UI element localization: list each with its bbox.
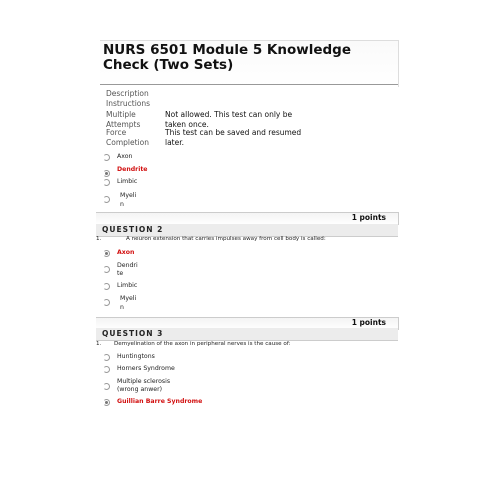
description-label: Description — [106, 89, 149, 98]
radio-icon[interactable] — [103, 366, 110, 373]
question-number: 1. — [96, 341, 102, 347]
points-label: 1 points — [351, 318, 386, 327]
question-text: Demyelination of the axon in peripheral nerves is the cause of: — [114, 341, 291, 347]
radio-icon[interactable] — [103, 179, 110, 186]
radio-icon[interactable] — [103, 266, 110, 273]
option-label: Limbic — [117, 178, 138, 185]
option-label: Huntingtons — [117, 353, 155, 360]
question-number: 1. — [96, 236, 102, 242]
question-header — [96, 328, 398, 341]
multiple-attempts-value: Not allowed. This test can only be taken once. — [165, 110, 293, 129]
option-label: Guillian Barre Syndrome — [117, 398, 203, 405]
option-label: Limbic — [117, 282, 138, 289]
radio-icon[interactable] — [103, 299, 110, 306]
force-completion-label: Force Completion — [106, 128, 149, 147]
option-label: Myeli n — [120, 295, 137, 311]
option-label: Multiple sclerosis (wrong anwer) — [117, 378, 171, 393]
radio-selected-icon[interactable] — [103, 250, 110, 257]
option-label: Horners Syndrome — [117, 365, 175, 372]
option-label: Myeli n — [120, 192, 137, 208]
radio-icon[interactable] — [103, 383, 110, 390]
force-completion-value: This test can be saved and resumed later. — [165, 128, 302, 147]
radio-icon[interactable] — [103, 154, 110, 161]
page-title: NURS 6501 Module 5 Knowledge Check (Two Sets) — [103, 42, 351, 73]
option-label: Axon — [117, 249, 135, 256]
radio-icon[interactable] — [103, 196, 110, 203]
option-label: Dendri te — [117, 262, 138, 277]
question-heading: QUESTION 3 — [102, 329, 164, 338]
title-divider — [100, 84, 398, 85]
multiple-attempts-label: Multiple Attempts — [106, 110, 141, 129]
radio-selected-icon[interactable] — [103, 399, 110, 406]
question-text: A neuron extension that carries impulses away from cell body is called: — [126, 236, 326, 242]
points-label: 1 points — [351, 213, 386, 222]
radio-icon[interactable] — [103, 283, 110, 290]
instructions-label: Instructions — [106, 99, 151, 108]
question-heading: QUESTION 2 — [102, 225, 164, 234]
radio-icon[interactable] — [103, 354, 110, 361]
radio-selected-icon[interactable] — [103, 170, 110, 177]
option-label: Dendrite — [117, 166, 148, 173]
option-label: Axon — [117, 153, 133, 160]
